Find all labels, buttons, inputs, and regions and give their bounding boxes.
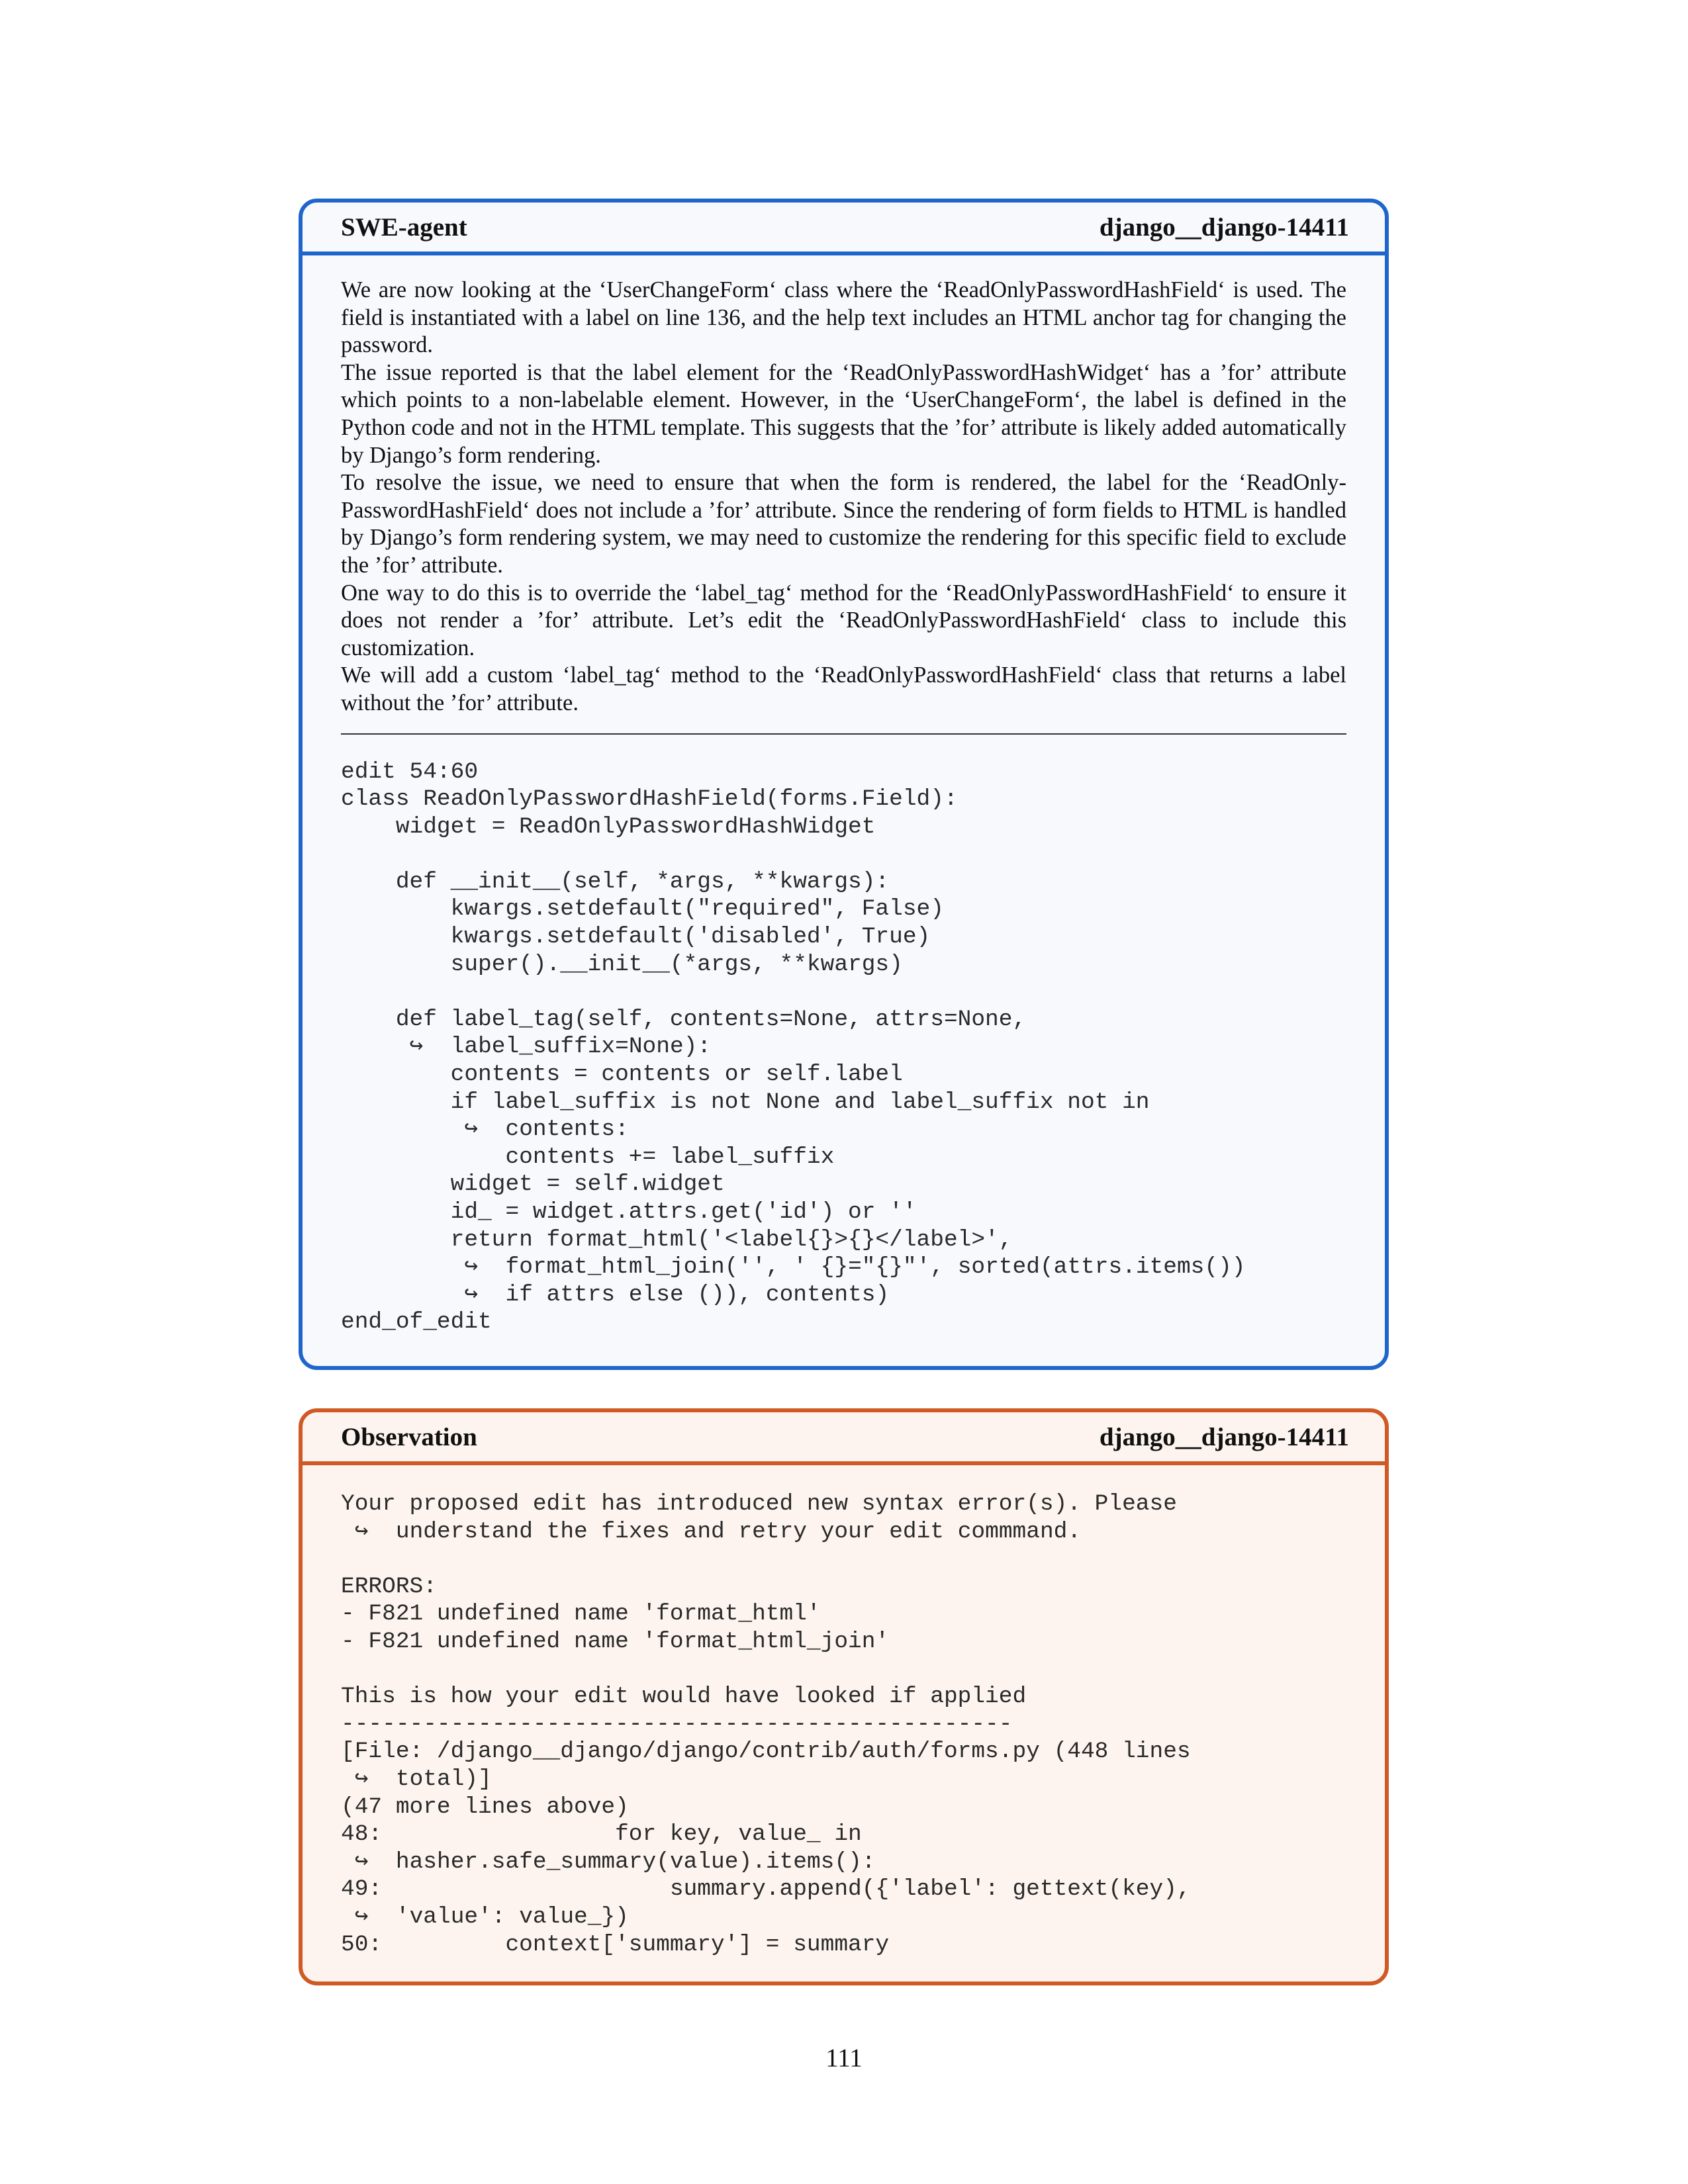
reasoning-paragraph: One way to do this is to override the ‘label_tag‘ method for the ‘ReadOnlyPasswordHashField‘ to ensure it does not render a ’for’ attribute. Let’s edit the ‘ReadOnlyPasswordHashField‘ class to include this customization. [341, 580, 1346, 660]
observation-header [303, 1412, 1385, 1465]
observation-output-code: Your proposed edit has introduced new syntax error(s). Please ↪ understand the fixes and retry your edit commmand. ERRORS: - F821 undefined name 'format_html' - F821 undefined name 'format_html_join' This is how your edit would have looked if applied ------------------------------------------------- [File: /django__django/django/contrib/auth/forms.py (448 lines ↪ total)] (47 more lines above) 48: for key, value_ in ↪ hasher.safe_summary(value).items(): 49: summary.append({'label': gettext(key), ↪ 'value': value_}) 50: context['summary'] = summary [341, 1491, 1191, 1958]
section-divider [341, 733, 1346, 735]
reasoning-paragraph: We are now looking at the ‘UserChangeForm‘ class where the ‘ReadOnlyPasswordHashField‘ is used. The field is instantiated with a label on line 136, and the help text includes an HTML anchor tag for changing the password. [341, 277, 1346, 358]
swe-agent-header [303, 203, 1385, 255]
observation-title: Observation [341, 1422, 477, 1451]
observation-box [299, 1408, 1389, 1985]
swe-agent-body [303, 255, 1385, 1336]
reasoning-paragraph: The issue reported is that the label element for the ‘ReadOnlyPasswordHashWidget‘ has a ’for’ attribute which points to a non-labelable element. However, in the ‘UserChangeForm‘, the label is defined in the Python code and not in the HTML template. This suggests that the ’for’ attribute is likely added automatically by Django’s form rendering. [341, 359, 1346, 468]
observation-instance-id: django__django-14411 [1099, 1422, 1349, 1451]
observation-body [303, 1465, 1385, 1958]
swe-agent-title: SWE-agent [341, 212, 467, 242]
swe-agent-box [299, 199, 1389, 1370]
reasoning-paragraph: To resolve the issue, we need to ensure that when the form is rendered, the label for the ‘ReadOnlyPasswordHashField‘ does not include a ’for’ attribute. Since the rendering of form fields to HTML is handled by Django’s form rendering system, we may need to customize the rendering for this specific field to exclude the ’for’ attribute. [341, 470, 1346, 578]
page-number: 111 [825, 2044, 863, 2072]
swe-agent-reasoning [341, 277, 1346, 717]
swe-agent-instance-id: django__django-14411 [1099, 212, 1349, 242]
reasoning-paragraph: We will add a custom ‘label_tag‘ method to the ‘ReadOnlyPasswordHashField‘ class that returns a label without the ’for’ attribute. [341, 662, 1346, 715]
edit-command-code: edit 54:60 class ReadOnlyPasswordHashField(forms.Field): widget = ReadOnlyPasswordHashWidget def __init__(self, *args, **kwargs): kwargs.setdefault("required", False) kwargs.setdefault('disabled', True) super().__init__(*args, **kwargs) def label_tag(self, contents=None, attrs=None, ↪ label_suffix=None): contents = contents or self.label if label_suffix is not None and label_suffix not in ↪ contents: contents += label_suffix widget = self.widget id_ = widget.attrs.get('id') or '' return format_html('<label{}>{}</label>', ↪ format_html_join('', ' {}="{}"', sorted(attrs.items()) ↪ if attrs else ()), contents) end_of_edit [341, 758, 1246, 1336]
